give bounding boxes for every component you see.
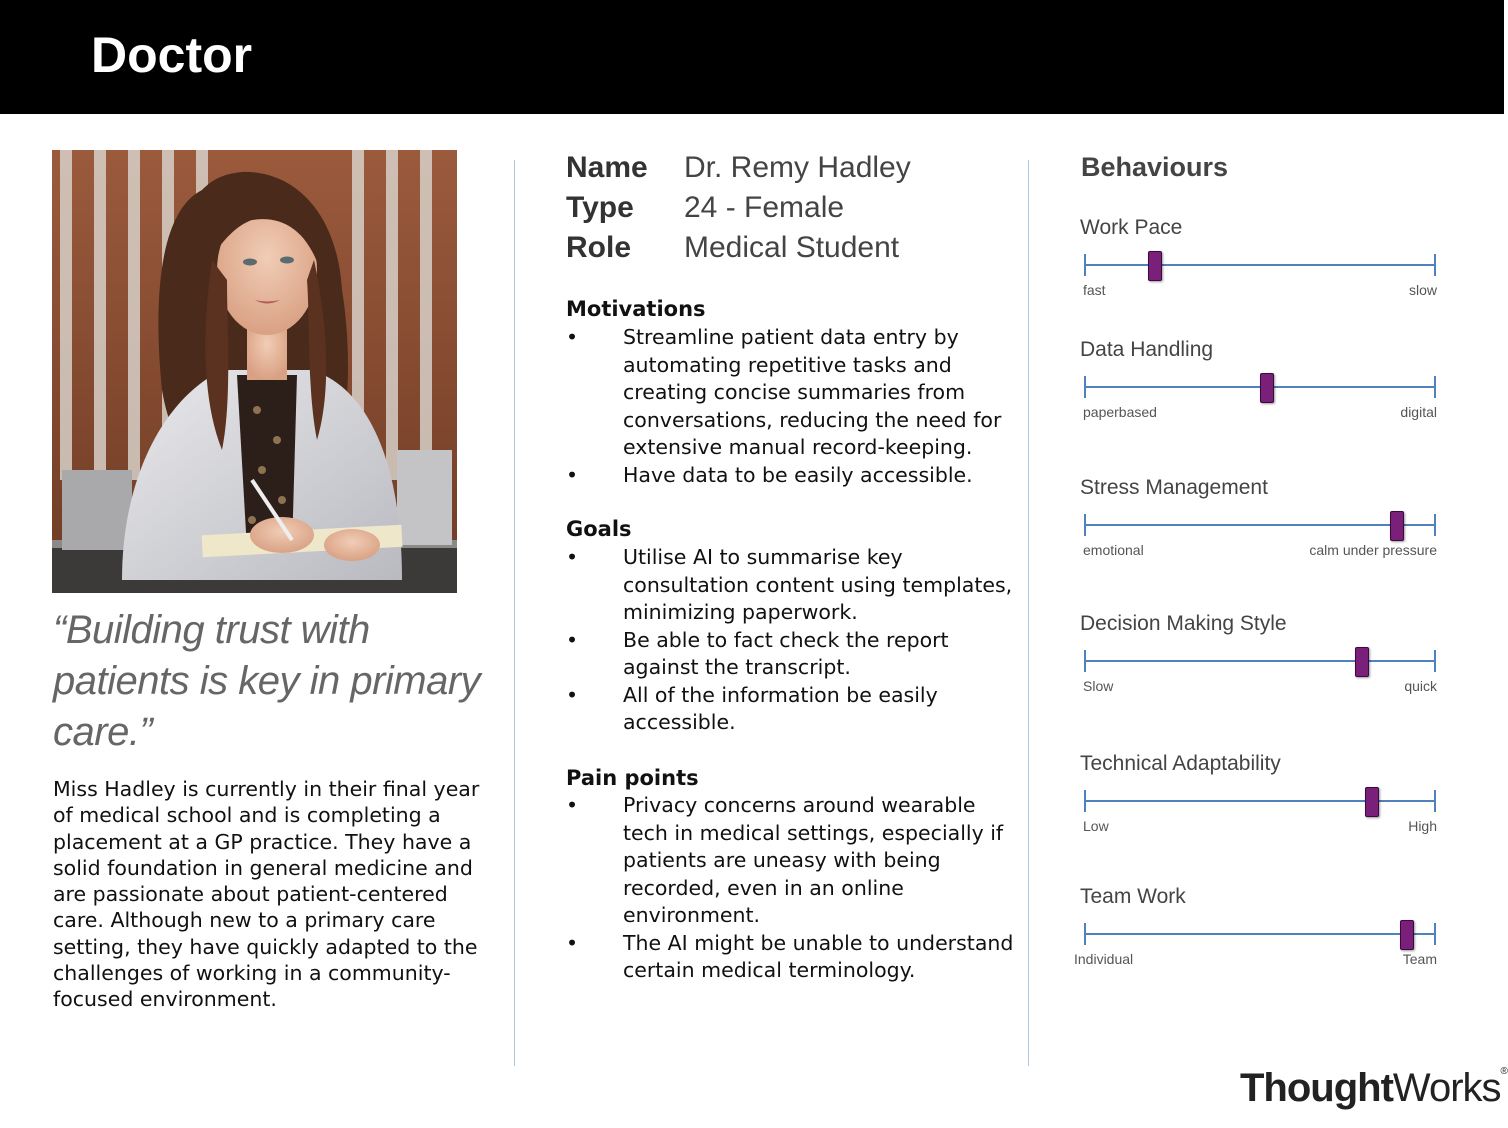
logo-trademark: ® bbox=[1500, 1066, 1508, 1077]
scale-tick-right bbox=[1434, 790, 1436, 812]
scale-marker bbox=[1400, 920, 1414, 950]
type-value: 24 - Female bbox=[684, 191, 845, 224]
list-item bbox=[566, 792, 1016, 930]
scale-marker bbox=[1355, 647, 1369, 677]
scale-track bbox=[1084, 660, 1436, 662]
behaviour-scale-stress-management bbox=[1080, 476, 1440, 566]
column-divider-left bbox=[514, 160, 515, 1066]
scale-low-label: Individual bbox=[1074, 951, 1134, 967]
scale-high-label: calm under pressure bbox=[1309, 542, 1437, 558]
pain-points-heading: Pain points bbox=[566, 766, 699, 790]
list-item bbox=[566, 682, 1016, 737]
list-item-text: Have data to be easily accessible. bbox=[623, 462, 973, 487]
list-item bbox=[566, 544, 1016, 627]
persona-photo bbox=[52, 150, 457, 593]
list-item-text: Privacy concerns around wearable tech in medical settings, especially if patients are uneasy with being recorded, even in an online environment. bbox=[623, 793, 1004, 927]
scale-label: Work Pace bbox=[1080, 216, 1183, 239]
list-item bbox=[566, 627, 1016, 682]
scale-high-label: Team bbox=[1402, 951, 1437, 967]
motivations-heading: Motivations bbox=[566, 297, 706, 321]
thoughtworks-logo bbox=[1240, 1066, 1508, 1111]
motivations-list bbox=[566, 324, 1016, 489]
role-value: Medical Student bbox=[684, 231, 900, 264]
list-item bbox=[566, 462, 1016, 490]
name-label: Name bbox=[566, 151, 648, 184]
scale-low-label: fast bbox=[1083, 282, 1106, 298]
list-item-text: Be able to fact check the report against the transcript. bbox=[623, 627, 949, 679]
bullet-icon: • bbox=[566, 627, 579, 652]
scale-high-label: slow bbox=[1408, 282, 1437, 298]
scale-track bbox=[1084, 800, 1436, 802]
scale-low-label: emotional bbox=[1083, 542, 1144, 558]
scale-marker bbox=[1148, 251, 1162, 281]
list-item bbox=[566, 324, 1016, 462]
scale-high-label: High bbox=[1408, 818, 1437, 834]
behaviour-scale-technical-adaptability bbox=[1080, 752, 1440, 842]
scale-label: Team Work bbox=[1080, 885, 1186, 908]
scale-tick-right bbox=[1434, 923, 1436, 945]
scale-tick-right bbox=[1434, 376, 1436, 398]
scale-low-label: Slow bbox=[1083, 678, 1114, 694]
scale-low-label: Low bbox=[1083, 818, 1109, 834]
bullet-icon: • bbox=[566, 325, 579, 349]
bullet-icon: • bbox=[566, 462, 579, 487]
persona-photo-illustration bbox=[52, 150, 457, 593]
scale-marker bbox=[1390, 511, 1404, 541]
scale-label: Technical Adaptability bbox=[1080, 752, 1281, 775]
persona-profile bbox=[566, 148, 911, 268]
bullet-icon: • bbox=[566, 930, 579, 955]
behaviour-scale-team-work bbox=[1074, 885, 1440, 975]
scale-tick-right bbox=[1434, 650, 1436, 672]
header-bar bbox=[0, 0, 1504, 114]
list-item-text: Utilise AI to summarise key consultation content using templates, minimizing paperwork. bbox=[623, 545, 1013, 624]
list-item-text: The AI might be unable to understand certain medical terminology. bbox=[623, 930, 1014, 982]
goals-list bbox=[566, 544, 1016, 737]
list-item bbox=[566, 930, 1016, 985]
goals-heading: Goals bbox=[566, 517, 632, 541]
scale-marker bbox=[1365, 787, 1379, 817]
persona-quote: “Building trust with patients is key in primary care.” bbox=[53, 608, 481, 754]
profile-row-type bbox=[566, 188, 911, 228]
scale-low-label: paperbased bbox=[1083, 404, 1157, 420]
scale-tick-right bbox=[1434, 514, 1436, 536]
scale-track bbox=[1084, 933, 1436, 935]
role-label: Role bbox=[566, 231, 632, 264]
page-title: Doctor bbox=[91, 27, 253, 83]
logo-bold-text: Thought bbox=[1240, 1066, 1393, 1110]
scale-high-label: digital bbox=[1400, 404, 1437, 420]
scale-track bbox=[1084, 264, 1436, 266]
scale-marker bbox=[1260, 373, 1274, 403]
scale-high-label: quick bbox=[1404, 678, 1437, 694]
list-item-text: Streamline patient data entry by automating repetitive tasks and creating concise summaries from conversations, reducing the need for extensive manual record-keeping. bbox=[623, 325, 1002, 459]
scale-label: Decision Making Style bbox=[1080, 612, 1287, 635]
profile-row-name bbox=[566, 148, 911, 188]
bullet-icon: • bbox=[566, 793, 579, 817]
behaviour-scale-decision-making bbox=[1080, 612, 1440, 702]
type-label: Type bbox=[566, 191, 634, 224]
column-divider-right bbox=[1028, 160, 1029, 1066]
pain-points-list bbox=[566, 792, 1016, 985]
persona-bio: Miss Hadley is currently in their final year of medical school and is completing a placement at a GP practice. They have a solid foundation in general medicine and are passionate about patient-centered care. Although new to a primary care setting, they have quickly adapted to the challenges of working in a community-focused environment. bbox=[53, 777, 480, 1012]
scale-label: Stress Management bbox=[1080, 476, 1268, 499]
logo-regular-text: Works bbox=[1392, 1066, 1501, 1110]
behaviour-scale-work-pace bbox=[1080, 216, 1440, 306]
bullet-icon: • bbox=[566, 545, 579, 569]
scale-label: Data Handling bbox=[1080, 338, 1214, 361]
scale-tick-right bbox=[1434, 254, 1436, 276]
bullet-icon: • bbox=[566, 682, 579, 707]
behaviours-title: Behaviours bbox=[1081, 152, 1229, 182]
behaviour-scale-data-handling bbox=[1080, 338, 1440, 428]
list-item-text: All of the information be easily accessible. bbox=[623, 682, 938, 734]
name-value: Dr. Remy Hadley bbox=[684, 151, 911, 184]
profile-row-role bbox=[566, 228, 911, 268]
scale-track bbox=[1084, 524, 1436, 526]
